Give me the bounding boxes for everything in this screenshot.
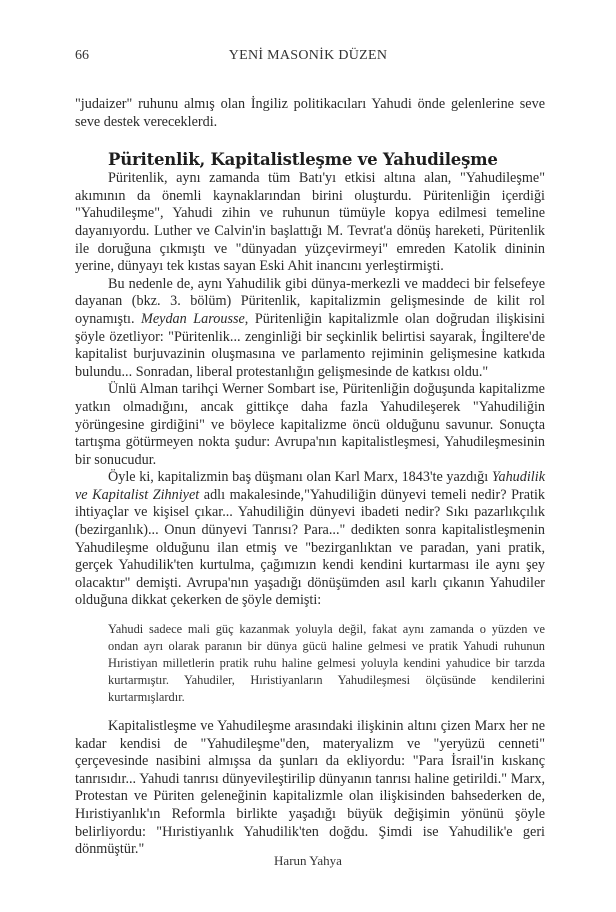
intro-paragraph: "judaizer" ruhunu almış olan İngiliz politikacıları Yahudi önde gelenlerine seve seve destek vereceklerdi. bbox=[75, 96, 545, 130]
cited-work-meydan-larousse: Meydan Larousse bbox=[141, 310, 245, 327]
footer-author: Harun Yahya bbox=[274, 853, 342, 868]
page-number: 66 bbox=[75, 48, 89, 63]
cited-work-marx-essay: Yahudilik ve Kapitalist Zihniyet bbox=[75, 469, 545, 503]
paragraph-1: Püritenlik, aynı zamanda tüm Batı'yı etkisi altına alan, "Yahudileşme" akımının da önemli kaynaklarından birini oluşturdu. Püritenliğin içerdiği "Yahudileşme", Yahudi zihin ve ruhunun tümüyle kopya edilmesi temeline dayanıyordu. Luther ve Calvin'in başlattığı M. Tevrat'a dönüş hareketi, Püritenlik ile doruğuna çıkmıştı ve "dünyadan yüzçevirmeyi" emreden Katolik dininin yerine, dünyayı tek kıstas sayan Eski Ahit inancını yerleştirmişti. bbox=[75, 170, 545, 275]
paragraph-2 bbox=[75, 276, 545, 382]
running-title: YENİ MASONİK DÜZEN bbox=[228, 48, 388, 63]
paragraph-4-text-b: adlı makalesinde,"Yahudiliğin dünyevi temeli nedir? Pratik ihtiyaçlar ve kişisel çıkar... Yahudiliğin dünyevi ibadeti nedir? Sıkı pazarlıkçılık (bezirganlık)... Onun dünyevi Tanrısı? Para..." dedikten sonra kapitalistleşmenin Yahudileşme olduğunu ilan etmiş ve "bezirganlıktan ve paradan, yani pratik, gerçek Yahudilik'ten kurtulma, çağımızın kendi kendini kurtarması ile aynı şey olacaktır" demişti. Avrupa'nın yaşadığı dönüşümden asıl karlı çıkanın Yahudiler olduğuna dikkat çekerken de şöyle demişti: bbox=[75, 486, 545, 609]
paragraph-4 bbox=[75, 469, 545, 610]
page-body bbox=[75, 96, 545, 859]
paragraph-5: Kapitalistleşme ve Yahudileşme arasındaki ilişkinin altını çizen Marx her ne kadar kendisi de "Yahudileşme"den, materyalizm ve "yeryüzü cenneti" çerçevesinde nasibini almışsa da şunları da ekliyordu: "Para İsrail'in kıskanç tanrısıdır... Yahudi tanrısı dünyevileştirilip dünyanın tanrısı haline getirildi." Marx, Protestan ve Püriten geleneğinin kapitalizmle olan ilişkisinden bahsederken de, Hıristiyanlık'ın Reformla birlikte yaşadığı büyük değişimin yönünü şöyle belirliyordu: "Hıristiyanlık Yahudilik'ten doğdu. Şimdi ise Yahudilik'e geri dönmüştür." bbox=[75, 718, 545, 858]
paragraph-2-text-b: , Püritenliğin kapitalizmle olan doğrudan ilişkisini şöyle özetliyor: "Püritenlik... zenginliği bir seçkinlik belirtisi sayarak, İngiltere'de kapitalist burjuvazinin oluşmasına ve parlamento rejiminin gelişmesine katkıda bulundu... Sonradan, liberal protestanlığın gelişmesinde de katkısı oldu." bbox=[75, 310, 545, 380]
paragraph-3: Ünlü Alman tarihçi Werner Sombart ise, Püritenliğin doğuşunda kapitalizme yatkın olmadığını, ancak gittikçe daha fazla Yahudileşerek "Yahudiliğin yörüngesine girdiğini" ve böylece kapitalizme öncü olduğunu savunur. Sonuçta tartışma götürmeyen nokta şudur: Avrupa'nın kapitalistleşmesi, Yahudileşmesinin bir sonucudur. bbox=[75, 381, 545, 468]
section-heading: Püritenlik, Kapitalistleşme ve Yahudileşme bbox=[108, 150, 498, 170]
block-quote: Yahudi sadece mali güç kazanmak yoluyla değil, fakat aynı zamanda o yüzden ve ondan ayrı olarak paranın bir dünya gücü haline gelmesi ve pratik Yahudi ruhunun Hıristiyan milletlerin pratik ruhu haline gelmesi yoluyla kendini yahudice bir tarzda kurtarmıştır. Yahudiler, Hıristiyanların Yahudileşmesi ölçüsünde kendilerini kurtarmışlardır. bbox=[108, 622, 545, 705]
paragraph-2-text-a: Bu nedenle de, aynı Yahudilik gibi dünya-merkezli ve maddeci bir felsefeye dayanan (bkz. 3. bölüm) Püritenlik, kapitalizmin gelişmesinde de kilit rol oynamıştı. bbox=[75, 275, 545, 327]
paragraph-4-text-a: Öyle ki, kapitalizmin baş düşmanı olan Karl Marx, 1843'te yazdığı bbox=[108, 469, 492, 486]
